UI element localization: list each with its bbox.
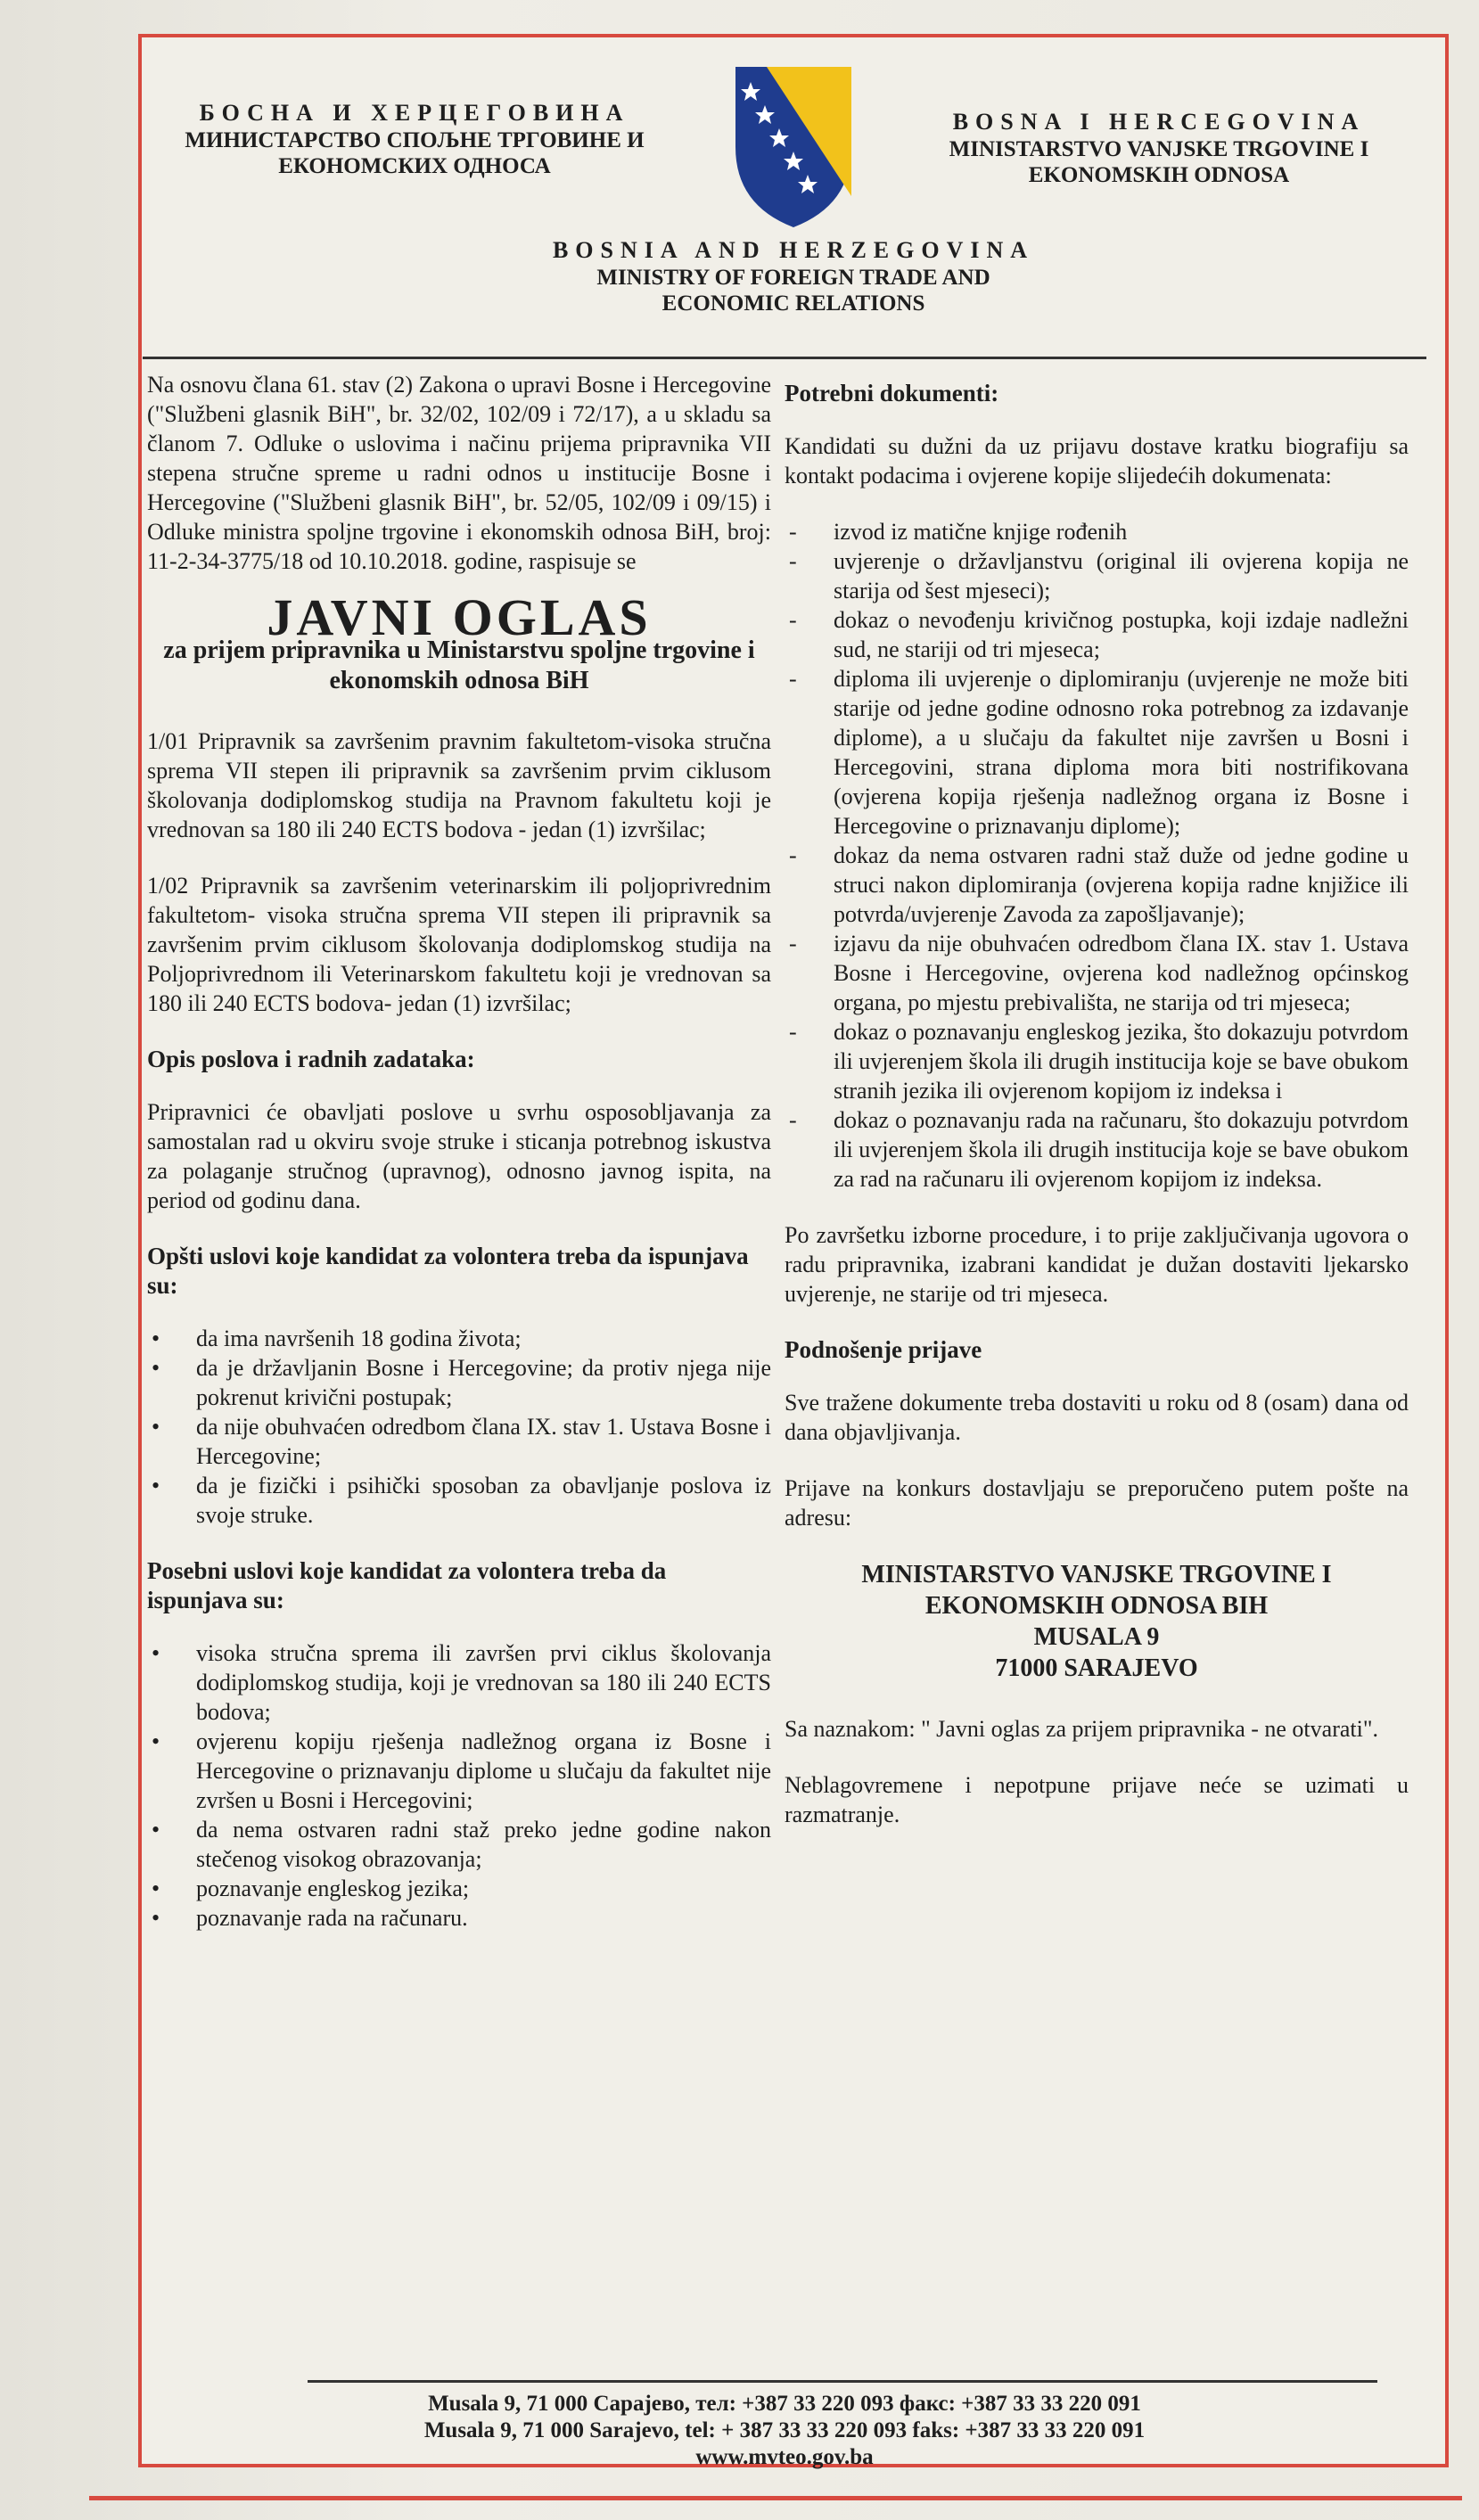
dash-icon: - <box>789 666 797 692</box>
header-left-ministry-2: ЕКОНОМСКИХ ОДНОСА <box>278 154 551 179</box>
bullet-icon: • <box>152 1817 160 1843</box>
bullet-icon: • <box>152 1876 160 1901</box>
list-item <box>147 1874 771 1903</box>
right-column <box>785 379 1409 1856</box>
list-item-text: poznavanje engleskog jezika; <box>196 1876 470 1901</box>
dash-icon: - <box>789 519 797 545</box>
dash-icon: - <box>789 548 797 574</box>
header-left-cyrillic <box>147 100 682 180</box>
list-item <box>147 1471 771 1530</box>
bullet-icon: • <box>152 1640 160 1666</box>
late-applications-note: Neblagovremene i nepotpune prijave neće se uzimati u razmatranje. <box>785 1772 1409 1827</box>
footer-divider <box>308 2380 1377 2383</box>
dash-icon: - <box>789 1019 797 1045</box>
list-item <box>785 1105 1409 1194</box>
list-item <box>785 841 1409 929</box>
list-item <box>147 1727 771 1815</box>
list-item-text: dokaz o nevođenju krivičnog postupka, koji izdaje nadležni sud, ne stariji od tri mjeseca; <box>834 607 1409 662</box>
header-right-ministry-1: MINISTARSTVO VANJSKE TRGOVINE I <box>949 136 1369 161</box>
list-item-text: poznavanje rada na računaru. <box>196 1905 468 1931</box>
list-item <box>147 1903 771 1933</box>
list-item <box>147 1324 771 1353</box>
bullet-icon: • <box>152 1414 160 1440</box>
bullet-icon: • <box>152 1355 160 1381</box>
header-center-country: BOSNIA AND HERZEGOVINA <box>552 237 1035 263</box>
list-item-text: ovjerenu kopiju rješenja nadležnog organa iz Bosne i Hercegovine o priznavanju diplome u slučaju da fakultet nije zvršen u Bosni i Hercegovini; <box>196 1728 771 1813</box>
list-item-text: da je fizički i psihički sposoban za obavljanje poslova iz svoje struke. <box>196 1473 771 1528</box>
header-left-country: БОСНА И ХЕРЦЕГОВИНА <box>199 100 630 126</box>
header-right-country: BOSNA I HERCEGOVINA <box>952 109 1366 135</box>
bullet-icon: • <box>152 1905 160 1931</box>
footer-contact-cyrillic: Musala 9, 71 000 Сарајево, тел: +387 33 220 093 факс: +387 33 33 220 091 <box>428 2392 1141 2416</box>
list-item <box>147 1638 771 1727</box>
submission-mail: Prijave na konkurs dostavljaju se preporučeno putem pošte na adresu: <box>785 1475 1409 1531</box>
bullet-icon: • <box>152 1326 160 1351</box>
list-item <box>147 1412 771 1471</box>
address-line: MUSALA 9 <box>1033 1623 1160 1651</box>
position-2-paragraph: 1/02 Pripravnik sa završenim veterinarskim ili poljoprivrednim fakultetom- visoka stručna sprema VII stepen ili pripravnik sa završenim prvim ciklusom školovanja dodiplomskog studija na Poljoprivrednom ili Veterinarskom fakultetu koji je vrednovan sa 180 ili 240 ECTS bodova- jedan (1) izvršilac; <box>147 873 771 1016</box>
duties-heading: Opis poslova i radnih zadataka: <box>147 1046 475 1072</box>
list-item <box>785 517 1409 546</box>
footer-contact-latin: Musala 9, 71 000 Sarajevo, tel: + 387 33 33 220 093 faks: +387 33 33 220 091 <box>423 2418 1146 2442</box>
list-item <box>147 1815 771 1874</box>
coat-of-arms-icon <box>731 62 856 232</box>
general-conditions-heading: Opšti uslovi koje kandidat za volontera treba da ispunjava su: <box>147 1243 749 1299</box>
list-item-text: izvod iz matične knjige rođenih <box>834 519 1128 545</box>
special-conditions-list <box>147 1638 771 1933</box>
mailing-address <box>785 1559 1409 1684</box>
special-conditions-heading: Posebni uslovi koje kandidat za volontera treba da ispunjava su: <box>147 1557 667 1613</box>
list-item-text: dokaz o poznavanju rada na računaru, što dokazuju potvrdom ili uvjerenjem škola ili drugih institucija koje se bave obukom za rad na računaru ili ovjerenom kopijom iz indeksa. <box>834 1107 1409 1192</box>
header-right-latin <box>892 109 1426 189</box>
medical-certificate-paragraph: Po završetku izborne procedure, i to prije zaključivanja ugovora o radu pripravnika, izabrani kandidat je dužan dostaviti ljekarsko uvjerenje, ne starije od tri mjeseca. <box>785 1222 1409 1307</box>
list-item <box>785 1017 1409 1105</box>
dash-icon: - <box>789 931 797 956</box>
list-item <box>785 929 1409 1017</box>
bullet-icon: • <box>152 1728 160 1754</box>
dash-icon: - <box>789 607 797 633</box>
ad-subtitle: za prijem pripravnika u Ministarstvu spoljne trgovine i ekonomskih odnosa BiH <box>163 636 755 694</box>
address-line: MINISTARSTVO VANJSKE TRGOVINE I <box>861 1561 1332 1588</box>
address-line: EKONOMSKIH ODNOSA BIH <box>924 1592 1269 1620</box>
list-item <box>147 1353 771 1412</box>
general-conditions-list <box>147 1324 771 1530</box>
bullet-icon: • <box>152 1473 160 1498</box>
header-divider <box>143 357 1426 359</box>
header-center-ministry-1: MINISTRY OF FOREIGN TRADE AND <box>596 265 990 290</box>
list-item-text: dokaz da nema ostvaren radni staž duže od jedne godine u struci nakon diplomiranja (ovjerena kopija radne knjižice ili potvrda/uvjerenje Zavoda za zapošljavanje); <box>834 842 1409 927</box>
documents-heading: Potrebni dokumenti: <box>785 380 999 406</box>
dash-icon: - <box>789 842 797 868</box>
submission-deadline: Sve tražene dokumente treba dostaviti u roku od 8 (osam) dana od dana objavljivanja. <box>785 1390 1409 1445</box>
list-item-text: uvjerenje o državljanstvu (original ili ovjerena kopija ne starija od šest mjeseci); <box>834 548 1409 603</box>
dash-icon: - <box>789 1107 797 1133</box>
envelope-mark-text: Sa naznakom: " Javni oglas za prijem pripravnika - ne otvarati". <box>785 1716 1378 1742</box>
list-item-text: da ima navršenih 18 godina života; <box>196 1326 522 1351</box>
intro-paragraph: Na osnovu člana 61. stav (2) Zakona o upravi Bosne i Hercegovine ("Službeni glasnik BiH", br. 32/02, 102/09 i 72/17), a u skladu sa članom 7. Odluke o uslovima i načinu prijema pripravnika VII stepena stručne spreme u radni odnos u institucije Bosne i Hercegovine ("Službeni glasnik BiH", br. 52/05, 102/09 i 09/15) i Odluke ministra spoljne trgovine i ekonomskih odnosa BiH, broj: 11-2-34-3775/18 od 10.10.2018. godine, raspisuje se <box>147 372 771 574</box>
list-item-text: visoka stručna sprema ili završen prvi ciklus školovanja dodiplomskog studija, koji je vrednovan sa 180 ili 240 ECTS bodova; <box>196 1640 771 1725</box>
list-item-text: da je državljanin Bosne i Hercegovine; da protiv njega nije pokrenut krivični postupak; <box>196 1355 771 1410</box>
left-column <box>147 370 771 1959</box>
bottom-red-rule <box>89 2496 1462 2500</box>
list-item-text: da nema ostvaren radni staž preko jedne godine nakon stečenog visokog obrazovanja; <box>196 1817 771 1872</box>
duties-paragraph: Pripravnici će obavljati poslove u svrhu osposobljavanja za samostalan rad u okviru svoje struke i sticanja potrebnog iskustva za polaganje stručnog (upravnog), odnosno javnog ispita, na period od godinu dana. <box>147 1099 771 1213</box>
list-item-text: izjavu da nije obuhvaćen odredbom člana IX. stav 1. Ustava Bosne i Hercegovine, ovjerena kod nadležnog općinskog organa, po mjestu prebivališta, ne starija od tri mjeseca; <box>834 931 1409 1015</box>
header-right-ministry-2: EKONOMSKIH ODNOSA <box>1028 163 1290 188</box>
list-item-text: diploma ili uvjerenje o diplomiranju (uvjerenje ne može biti starije od jedne godine odnosno roka potrebnog za izdavanje diplome), a u slučaju da fakultet nije završen u Bosni i Hercegovini, strana diploma mora biti nostrifikovana (ovjerena kopija rješenja nadležnog organa iz Bosne i Hercegovine o priznavanju diplome); <box>834 666 1409 839</box>
list-item <box>785 664 1409 841</box>
list-item <box>785 605 1409 664</box>
documents-list <box>785 517 1409 1194</box>
address-line: 71000 SARAJEVO <box>995 1654 1198 1682</box>
footer-website: www.mvteo.gov.ba <box>695 2445 874 2469</box>
position-1-paragraph: 1/01 Pripravnik sa završenim pravnim fakultetom-visoka stručna sprema VII stepen ili pripravnik sa završenim prvim ciklusom školovanja dodiplomskog studija na Pravnom fakultetu koji je vrednovan sa 180 ili 240 ECTS bodova - jedan (1) izvršilac; <box>147 728 771 842</box>
list-item-text: dokaz o poznavanju engleskog jezika, što dokazuju potvrdom ili uvjerenjem škola ili drugih institucija koje se bave obukom stranih jezika ili ovjerenom kopijom iz indeksa i <box>834 1019 1409 1104</box>
list-item <box>785 546 1409 605</box>
header-center-english <box>499 237 1088 317</box>
list-item-text: da nije obuhvaćen odredbom člana IX. stav 1. Ustava Bosne i Hercegovine; <box>196 1414 771 1469</box>
documents-intro: Kandidati su dužni da uz prijavu dostave kratku biografiju sa kontakt podacima i ovjerene kopije slijedećih dokumenata: <box>785 433 1409 488</box>
header-center-ministry-2: ECONOMIC RELATIONS <box>661 291 925 316</box>
submission-heading: Podnošenje prijave <box>785 1336 982 1363</box>
header-left-ministry-1: МИНИСТАРСТВО СПОЉНЕ ТРГОВИНЕ И <box>185 127 645 152</box>
ad-title: JAVNI OGLAS <box>267 588 652 646</box>
